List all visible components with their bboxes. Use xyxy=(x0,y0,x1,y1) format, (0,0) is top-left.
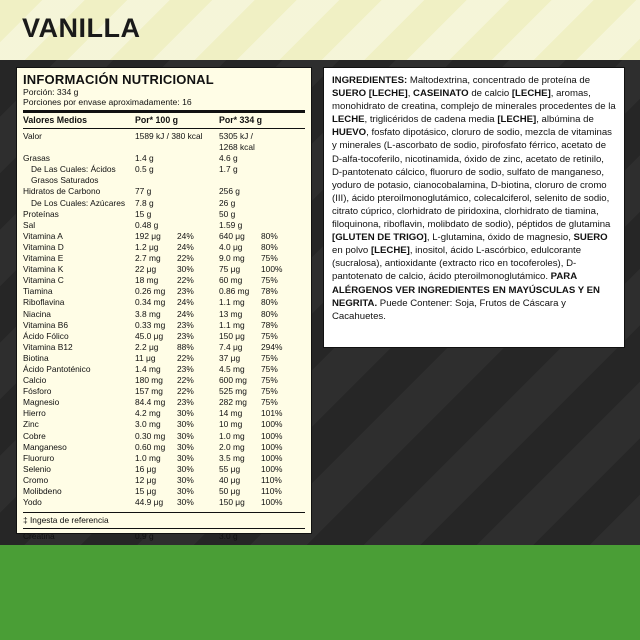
value-per100: 0.26 mg xyxy=(135,286,166,297)
ri-per100: 30% xyxy=(177,408,194,419)
flavor-title: VANILLA xyxy=(22,13,141,43)
value-perserving: 600 mg xyxy=(219,375,247,386)
value-per100: 1.4 g xyxy=(135,153,154,164)
nutrient-name: Calcio xyxy=(23,375,47,386)
value-perserving: 7.4 μg xyxy=(219,341,243,352)
allergen-text: LECHE xyxy=(332,114,365,126)
table-row xyxy=(23,297,305,308)
ri-per100: 88% xyxy=(177,341,194,352)
table-row xyxy=(23,408,305,419)
table-row xyxy=(23,375,305,386)
ingredient-text: , L-glutamina, óxido de magnesio, xyxy=(426,232,574,244)
nutrient-name: Tiamina xyxy=(23,286,53,297)
nutrient-name: Ácido Pantoténico xyxy=(23,363,91,374)
ri-perserving: 100% xyxy=(261,452,283,463)
value-perserving: 1.1 mg xyxy=(219,319,245,330)
ri-perserving: 100% xyxy=(261,430,283,441)
ri-per100 xyxy=(177,175,219,186)
ri-perserving xyxy=(261,153,301,164)
value-perserving: 4.5 mg xyxy=(219,363,245,374)
ri-perserving: 75% xyxy=(261,352,278,363)
ri-per100 xyxy=(177,164,219,175)
nutrient-name: Vitamina K xyxy=(23,264,64,275)
value-per100: 15 μg xyxy=(135,486,157,496)
value-per100: 0.30 mg xyxy=(135,430,166,441)
value-per100: 157 mg xyxy=(135,386,163,397)
ri-perserving: 100% xyxy=(261,419,283,430)
table-row xyxy=(23,186,305,197)
green-band xyxy=(0,545,640,640)
nutrient-name: Magnesio xyxy=(23,397,60,408)
value-perserving: 40 μg xyxy=(219,474,241,485)
table-row xyxy=(23,431,305,442)
value-per100: 18 mg xyxy=(135,275,159,286)
allergen-text: [GLUTEN DE TRIGO] xyxy=(332,232,427,244)
nutrient-name: Yodo xyxy=(23,497,42,508)
table-row xyxy=(23,386,305,397)
table-row xyxy=(23,419,305,430)
table-row xyxy=(23,475,305,486)
ri-per100: 22% xyxy=(177,352,194,363)
nutrient-name: Hidratos de Carbono xyxy=(23,186,101,197)
table-row xyxy=(23,342,305,353)
table-row xyxy=(23,320,305,331)
ri-perserving xyxy=(261,164,301,175)
value-perserving: 60 mg xyxy=(219,275,243,286)
value-per100: 0.48 g xyxy=(135,219,159,230)
ri-perserving: 75% xyxy=(261,363,278,374)
ri-per100: 30% xyxy=(177,430,194,441)
ri-per100: 30% xyxy=(177,441,194,452)
nutrient-name: Valor xyxy=(23,131,42,141)
ri-perserving xyxy=(261,198,301,209)
value-per100: 2.2 μg xyxy=(135,341,159,352)
value-per100: 1.4 mg xyxy=(135,363,161,374)
nutrient-name: Vitamina A xyxy=(23,230,63,241)
table-row xyxy=(23,464,305,475)
value-per100: 84.4 mg xyxy=(135,397,166,408)
nutrient-name: Grasas xyxy=(23,153,50,164)
value-per100 xyxy=(135,175,177,186)
ri-perserving xyxy=(261,220,301,231)
ingredient-text: de calcio xyxy=(468,88,512,100)
value-perserving: 150 μg xyxy=(219,330,245,341)
ingredient-text: , xyxy=(407,88,414,100)
table-row xyxy=(23,353,305,364)
nutrient-name: Vitamina E xyxy=(23,253,64,264)
ri-per100: 24% xyxy=(177,230,194,241)
table-row xyxy=(23,331,305,342)
value-per100: 4.2 mg xyxy=(135,408,161,419)
footnote: ‡ Ingesta de referencia xyxy=(23,515,109,526)
ingredient-text: , aromas, monohidrato de creatina, complejo de minerales procedentes de la xyxy=(332,88,616,113)
allergen-text: PARA ALÉRGENOS VER INGREDIENTES EN MAYÚSCULAS Y EN NEGRITA. xyxy=(332,271,600,309)
table-row xyxy=(23,209,305,220)
value-perserving: 37 μg xyxy=(219,352,241,363)
value-perserving: 4.6 g xyxy=(219,153,238,164)
ri-perserving: 100% xyxy=(261,497,283,508)
ri-per100: 30% xyxy=(177,264,194,275)
column-perserving: Por* 334 g xyxy=(219,115,263,125)
table-row xyxy=(23,364,305,375)
ri-per100: 22% xyxy=(177,275,194,286)
thick-divider xyxy=(23,110,305,113)
allergen-text: [LECHE] xyxy=(511,88,551,100)
value-perserving: 10 mg xyxy=(219,419,243,430)
extra-divider xyxy=(23,528,305,529)
ri-per100: 24% xyxy=(177,308,194,319)
table-row xyxy=(23,309,305,320)
ri-per100 xyxy=(177,198,219,209)
ri-perserving: 75% xyxy=(261,386,278,397)
nutrient-name: Vitamina C xyxy=(23,275,64,286)
table-row xyxy=(23,153,305,164)
ri-perserving: 100% xyxy=(261,441,283,452)
ri-perserving: 100% xyxy=(261,463,283,474)
ri-perserving: 75% xyxy=(261,330,278,341)
table-row xyxy=(23,264,305,275)
value-perserving: 1.1 mg xyxy=(219,297,245,308)
value-perserving: 282 mg xyxy=(219,397,247,408)
value-perserving: 13 mg xyxy=(219,308,243,319)
value-perserving: 50 μg xyxy=(219,486,241,496)
table-row xyxy=(23,198,305,209)
ingredient-text: en polvo xyxy=(332,245,371,257)
allergen-text: HUEVO xyxy=(332,127,367,139)
nutrient-name: Vitamina D xyxy=(23,241,64,252)
ri-perserving: 110% xyxy=(261,486,282,496)
value-per100: 44.9 μg xyxy=(135,497,164,508)
column-headers xyxy=(23,114,305,126)
ri-per100: 30% xyxy=(177,486,194,496)
value-perserving: 2.0 mg xyxy=(219,441,245,452)
value-per100: 12 μg xyxy=(135,474,157,485)
ri-per100: 23% xyxy=(177,286,194,297)
allergen-text: SUERO [LECHE] xyxy=(332,88,408,100)
value-per100: 0.5 g xyxy=(135,164,154,175)
table-row xyxy=(23,486,305,497)
ri-perserving: 75% xyxy=(261,397,278,408)
extra-name: Creatina xyxy=(23,531,55,542)
serving-size: Porción: 334 g xyxy=(23,87,79,97)
ri-perserving: 80% xyxy=(261,297,278,308)
nutrient-name: Proteínas xyxy=(23,208,59,219)
value-perserving: 26 g xyxy=(219,197,236,208)
nutrient-name: Molibdeno xyxy=(23,486,62,496)
ingredient-text: , triglicéridos de cadena media xyxy=(364,114,498,126)
value-perserving: 50 g xyxy=(219,208,236,219)
nutrient-name: Fluoruro xyxy=(23,452,55,463)
nutrient-name: Selenio xyxy=(23,463,51,474)
ri-per100: 22% xyxy=(177,253,194,264)
value-per100: 1.2 μg xyxy=(135,241,159,252)
value-per100: 77 g xyxy=(135,186,152,197)
table-row xyxy=(23,442,305,453)
value-per100: 22 μg xyxy=(135,264,157,275)
ri-perserving: 110% xyxy=(261,474,282,485)
value-perserving: 1.59 g xyxy=(219,219,243,230)
nutrient-table xyxy=(23,131,305,508)
footnote-divider xyxy=(23,512,305,513)
table-row xyxy=(23,286,305,297)
ri-perserving: 101% xyxy=(261,408,283,419)
header-divider xyxy=(23,128,305,129)
ri-perserving: 80% xyxy=(261,230,278,241)
ingredients-text xyxy=(332,74,616,323)
value-per100: 2.7 mg xyxy=(135,253,161,264)
ri-per100: 24% xyxy=(177,297,194,308)
value-perserving: 3.5 mg xyxy=(219,452,245,463)
nutrient-name: Biotina xyxy=(23,352,49,363)
ri-per100: 30% xyxy=(177,474,194,485)
value-per100: 0.60 mg xyxy=(135,441,166,452)
column-per100: Por* 100 g xyxy=(135,115,179,125)
ingredient-text: Puede Contener: Soja, Frutos de Cáscara y Cacahuetes. xyxy=(332,297,566,322)
value-perserving: 525 mg xyxy=(219,386,247,397)
table-row xyxy=(23,220,305,231)
ri-perserving: 75% xyxy=(261,275,278,286)
value-per100: 16 μg xyxy=(135,463,157,474)
value-perserving: 14 mg xyxy=(219,408,243,419)
table-row xyxy=(23,131,305,153)
nutrient-name: Vitamina B6 xyxy=(23,319,69,330)
nutrition-panel xyxy=(16,67,312,542)
value-perserving: 75 μg xyxy=(219,264,241,275)
ri-per100: 22% xyxy=(177,386,194,397)
value-perserving: 4.0 μg xyxy=(219,241,243,252)
ri-perserving: 100% xyxy=(261,264,283,275)
ri-per100 xyxy=(177,186,219,197)
nutrient-name: De Las Cuales: Ácidos xyxy=(31,164,116,175)
value-perserving: 1.7 g xyxy=(219,164,238,175)
nutrient-name: Sal xyxy=(23,219,36,230)
ri-per100: 23% xyxy=(177,330,194,341)
table-row xyxy=(23,253,305,264)
value-per100: 1.0 mg xyxy=(135,452,161,463)
table-row xyxy=(23,231,305,242)
value-per100: 1589 kJ / 380 kcal xyxy=(135,131,203,141)
ri-perserving xyxy=(261,186,301,197)
table-row xyxy=(23,175,305,186)
allergen-text: [LECHE] xyxy=(497,114,537,126)
nutrient-name: Niacina xyxy=(23,308,51,319)
flavor-banner xyxy=(0,0,640,60)
value-per100: 45.0 μg xyxy=(135,330,164,341)
ri-perserving: 80% xyxy=(261,308,278,319)
value-per100: 0.34 mg xyxy=(135,297,166,308)
ri-perserving xyxy=(261,209,301,220)
table-row xyxy=(23,453,305,464)
ingredient-text: , fosfato dipotásico, cloruro de sodio, mezcla de vitaminas y minerales (L-ascorbato de sodio, pirofosfato férrico, acetato de D-alfa-tocoferilo, nicotinamida, óxido de zinc, acetato de retinilo, D-pantotenato cálcico, fluoruro de sodio, sulfato de manganeso, yoduro de potasio, cianocobalamina, D-biotina, cloruro de cromo (III), ácido pteroilmonoglutámico, colecalciferol, selenito de sodio, citrato cúprico, clorhidrato de piridoxina, clorhidrato de tiamina, filoquinona, riboflavin, molibdato de sodio), péptidos de glutamina xyxy=(332,127,612,231)
extra-row xyxy=(23,531,305,542)
table-row xyxy=(23,497,305,508)
column-name: Valores Medios xyxy=(23,115,88,125)
value-per100: 11 μg xyxy=(135,352,156,363)
ri-per100: 30% xyxy=(177,463,194,474)
ri-per100: 23% xyxy=(177,319,194,330)
ri-per100: 30% xyxy=(177,497,194,508)
value-perserving: 1.0 mg xyxy=(219,430,245,441)
servings-per-container: Porciones por envase aproximadamente: 16 xyxy=(23,97,192,107)
nutrient-name: Cromo xyxy=(23,474,49,485)
value-perserving xyxy=(219,175,261,186)
ri-perserving: 78% xyxy=(261,286,278,297)
value-perserving: 0.86 mg xyxy=(219,286,250,297)
ri-per100 xyxy=(177,220,219,231)
allergen-text: CASEINATO xyxy=(413,88,469,100)
ri-perserving xyxy=(261,175,301,186)
nutrient-name: Manganeso xyxy=(23,441,67,452)
ingredient-text: , albúmina de xyxy=(536,114,594,126)
value-perserving: 640 μg xyxy=(219,230,245,241)
value-perserving: 5305 kJ / 1268 kcal xyxy=(219,131,255,153)
value-perserving: 150 μg xyxy=(219,497,245,508)
allergen-text: INGREDIENTES: xyxy=(332,75,408,86)
ri-perserving: 75% xyxy=(261,253,278,264)
value-per100: 3.8 mg xyxy=(135,308,161,319)
extra-v1: 0.9 g xyxy=(135,531,154,542)
nutrient-name: Ácido Fólico xyxy=(23,330,69,341)
ri-per100 xyxy=(177,209,219,220)
ri-perserving: 75% xyxy=(261,375,278,386)
ri-per100 xyxy=(177,153,219,164)
ri-per100: 30% xyxy=(177,419,194,430)
nutrition-title: INFORMACIÓN NUTRICIONAL xyxy=(23,72,214,87)
nutrient-name: De Los Cuales: Azúcares xyxy=(31,197,126,208)
ri-per100: 30% xyxy=(177,452,194,463)
ri-per100: 23% xyxy=(177,363,194,374)
ri-per100: 23% xyxy=(177,397,194,408)
ri-per100: 22% xyxy=(177,375,194,386)
ri-per100: 24% xyxy=(177,241,194,252)
value-per100: 192 μg xyxy=(135,230,161,241)
ingredient-text: , inositol, ácido L-ascórbico, edulcorante (sucralosa), antioxidante (extracto rico en tocoferoles), D-pantotenato de calcio, ácido pteroilmonoglutámico. xyxy=(332,245,582,283)
nutrient-name: Riboflavina xyxy=(23,297,65,308)
extra-v2: 3.0 g xyxy=(219,531,238,542)
allergen-text: [LECHE] xyxy=(370,245,410,257)
table-row xyxy=(23,242,305,253)
ingredient-text: Maltodextrina, concentrado de proteína de xyxy=(407,75,591,86)
nutrient-name: Grasos Saturados xyxy=(31,175,99,186)
value-perserving: 55 μg xyxy=(219,463,241,474)
value-perserving: 256 g xyxy=(219,186,240,197)
nutrient-name: Vitamina B12 xyxy=(23,341,73,352)
nutrient-name: Zinc xyxy=(23,419,39,430)
ri-perserving: 294% xyxy=(261,341,283,352)
ingredients-panel xyxy=(323,67,625,348)
value-perserving: 9.0 mg xyxy=(219,253,245,264)
ri-perserving: 80% xyxy=(261,241,278,252)
table-row xyxy=(23,397,305,408)
ri-perserving: 78% xyxy=(261,319,278,330)
value-per100: 180 mg xyxy=(135,375,163,386)
value-per100: 0.33 mg xyxy=(135,319,166,330)
nutrient-name: Hierro xyxy=(23,408,46,419)
nutrient-name: Fósforo xyxy=(23,386,52,397)
table-row xyxy=(23,275,305,286)
value-per100: 7.8 g xyxy=(135,197,154,208)
table-row xyxy=(23,164,305,175)
nutrient-name: Cobre xyxy=(23,430,46,441)
value-per100: 3.0 mg xyxy=(135,419,161,430)
value-per100: 15 g xyxy=(135,208,152,219)
allergen-text: SUERO xyxy=(573,232,608,244)
